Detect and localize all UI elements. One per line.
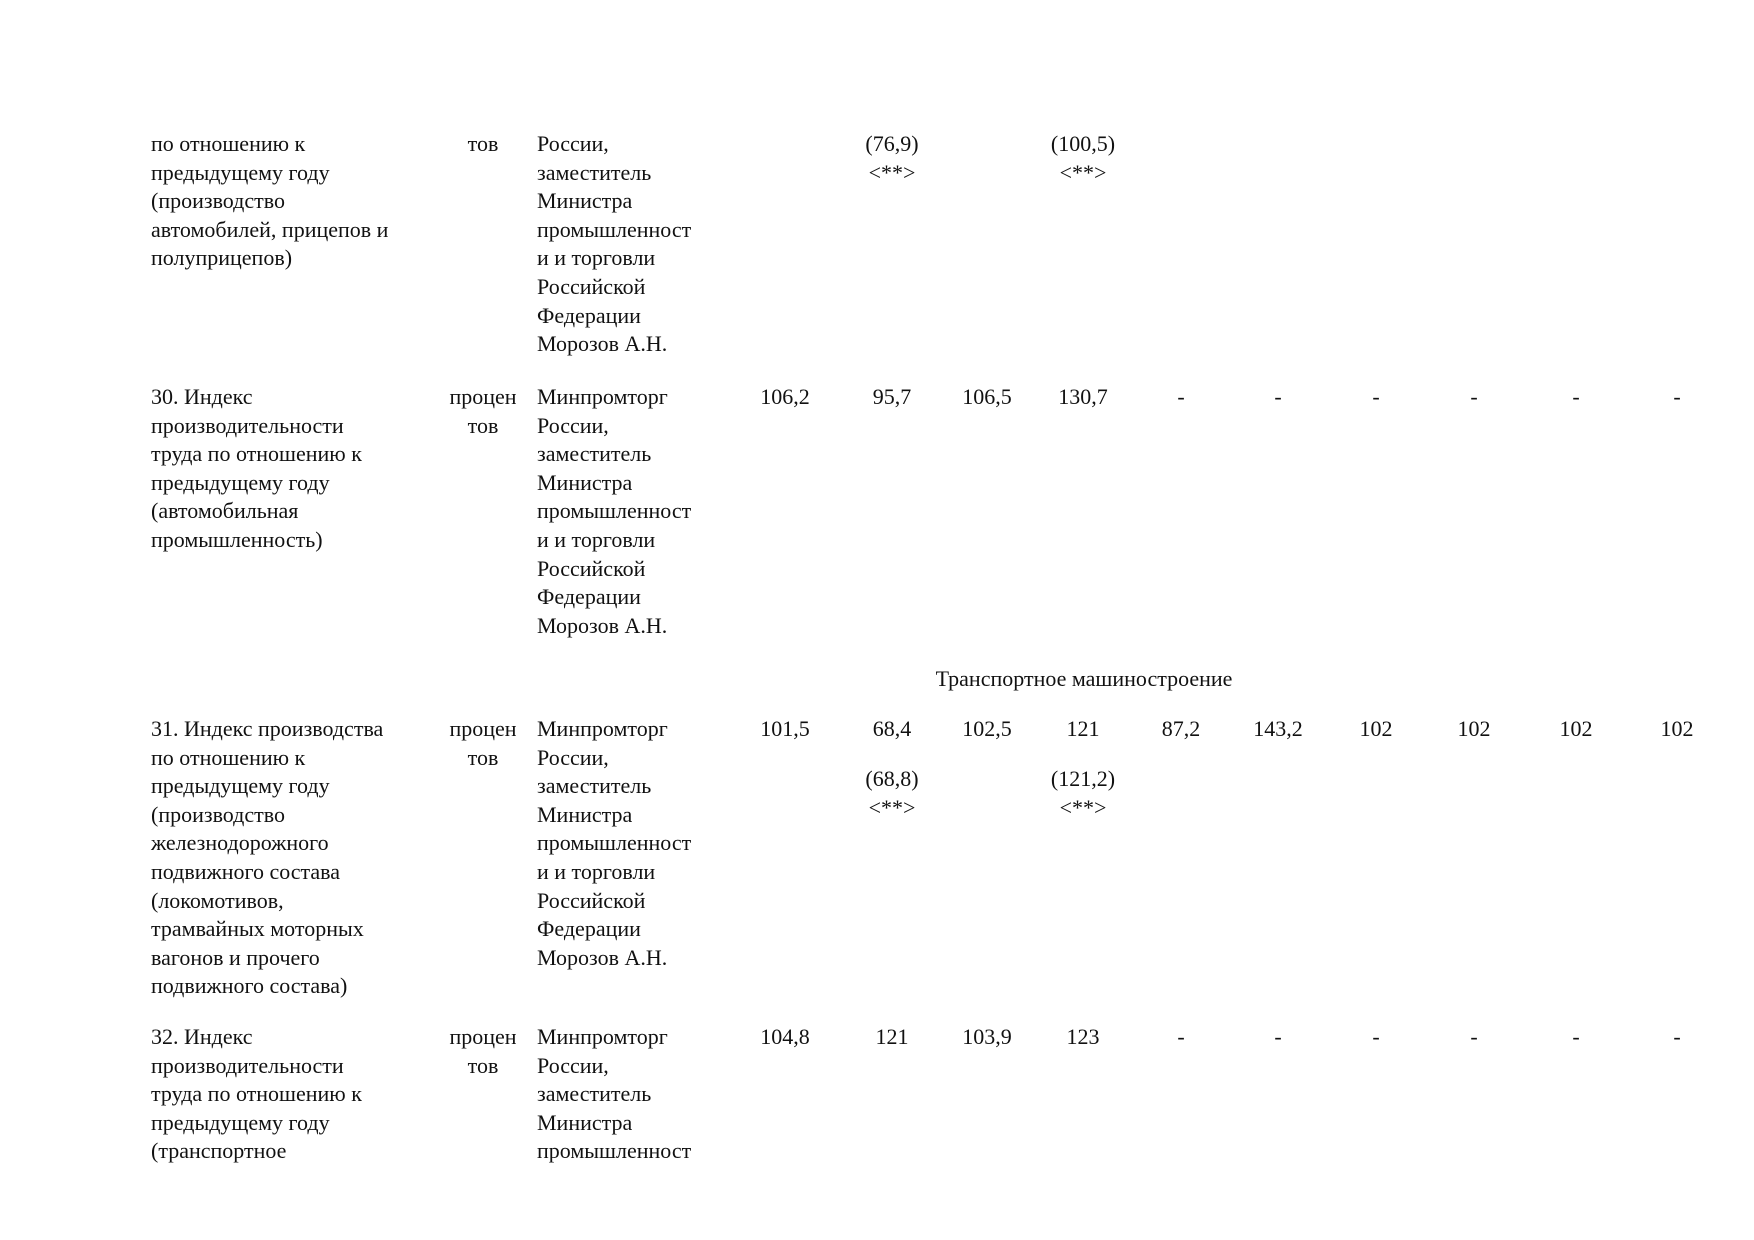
- row-31-responsible: Минпромторг России, заместитель Министра промышленност и и торговли Российской Федерации Морозов А.Н.: [537, 716, 692, 970]
- row-30-value-4: 130,7: [1058, 384, 1108, 409]
- row-31-description: 31. Индекс производства по отношению к предыдущему году (производство железнодорожного подвижного состава (локомотивов, трамвайных моторных вагонов и прочего подвижного состава): [151, 716, 384, 999]
- row-32-value-8: -: [1470, 1024, 1478, 1049]
- row-30-value-3: 106,5: [962, 384, 1012, 409]
- row-32-responsible: Минпромторг России, заместитель Министра промышленност: [537, 1024, 692, 1164]
- row-32-value-7: -: [1372, 1024, 1380, 1049]
- row-30-value-10: -: [1673, 384, 1681, 409]
- row-30-description: 30. Индекс производительности труда по отношению к предыдущему году (автомобильная промышленность): [151, 384, 362, 552]
- row-32-value-10: -: [1673, 1024, 1681, 1049]
- row-31-value-6: 143,2: [1253, 716, 1303, 741]
- row-31-note-2: (68,8) <**>: [865, 766, 919, 820]
- row-30-value-1: 106,2: [760, 384, 810, 409]
- row-30-value-9: -: [1572, 384, 1580, 409]
- row-31-value-10: 102: [1660, 716, 1694, 741]
- continuation-row-description: по отношению к предыдущему году (производство автомобилей, прицепов и полуприцепов): [151, 131, 389, 271]
- row-31-value-3: 102,5: [962, 716, 1012, 741]
- row-32-unit: процен тов: [449, 1024, 517, 1078]
- row-31-value-9: 102: [1559, 716, 1593, 741]
- row-32-value-5: -: [1177, 1024, 1185, 1049]
- continuation-row-responsible: России, заместитель Министра промышленност и и торговли Российской Федерации Морозов А.Н.: [537, 131, 692, 357]
- row-30-unit: процен тов: [449, 384, 517, 438]
- row-30-value-6: -: [1274, 384, 1282, 409]
- row-31-value-8: 102: [1457, 716, 1491, 741]
- row-31-value-1: 101,5: [760, 716, 810, 741]
- row-30-value-8: -: [1470, 384, 1478, 409]
- row-30-value-5: -: [1177, 384, 1185, 409]
- row-32-value-1: 104,8: [760, 1024, 810, 1049]
- row-32-value-4: 123: [1066, 1024, 1100, 1049]
- continuation-row-note-4: (100,5) <**>: [1050, 131, 1116, 185]
- row-32-value-3: 103,9: [962, 1024, 1012, 1049]
- row-31-note-4: (121,2) <**>: [1050, 766, 1116, 820]
- row-32-value-6: -: [1274, 1024, 1282, 1049]
- continuation-row-unit: тов: [467, 131, 499, 156]
- row-31-value-4: 121: [1066, 716, 1100, 741]
- row-31-value-7: 102: [1359, 716, 1393, 741]
- section-heading: Транспортное машиностроение: [935, 666, 1233, 691]
- row-32-description: 32. Индекс производительности труда по отношению к предыдущему году (транспортное: [151, 1024, 362, 1164]
- row-30-responsible: Минпромторг России, заместитель Министра промышленност и и торговли Российской Федерации Морозов А.Н.: [537, 384, 692, 638]
- row-32-value-2: 121: [875, 1024, 909, 1049]
- row-30-value-2: 95,7: [872, 384, 912, 409]
- continuation-row-note-2: (76,9) <**>: [865, 131, 919, 185]
- row-31-unit: процен тов: [449, 716, 517, 770]
- row-31-value-5: 87,2: [1161, 716, 1201, 741]
- row-32-value-9: -: [1572, 1024, 1580, 1049]
- row-30-value-7: -: [1372, 384, 1380, 409]
- row-31-value-2: 68,4: [872, 716, 912, 741]
